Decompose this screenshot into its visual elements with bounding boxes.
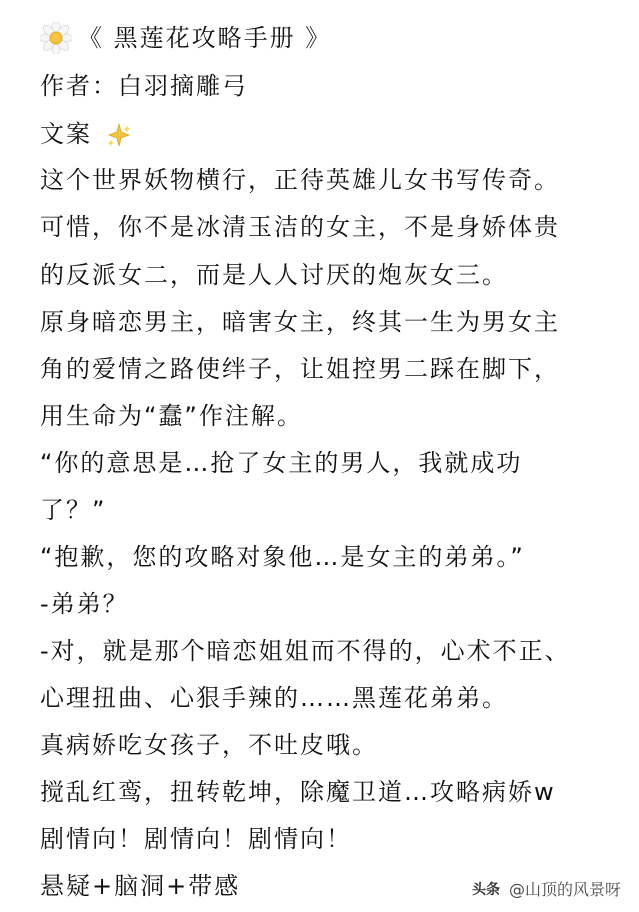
body-line: -弟弟？ <box>40 590 129 618</box>
body-line: -对，就是那个暗恋姐姐而不得的，心术不正、 <box>40 637 571 665</box>
body-line: 真病娇吃女孩子，不吐皮哦。 <box>40 731 378 759</box>
document-title: 《 黑莲花攻略手册 》 <box>78 24 332 52</box>
body-line: 用生命为“蠢”作注解。 <box>40 402 303 430</box>
flower-icon <box>40 22 72 54</box>
section-heading <box>40 116 627 152</box>
body-line: 了？” <box>40 496 107 524</box>
body-line: 可惜，你不是冰清玉洁的女主，不是身娇体贵 <box>40 213 560 241</box>
body-line: 剧情向！剧情向！剧情向！ <box>40 825 352 853</box>
sparkle-icon <box>106 122 132 148</box>
body-line: 心理扭曲、心狠手辣的……黑莲花弟弟。 <box>40 684 508 712</box>
body-line: 角的爱情之路使绊子，让姐控男二踩在脚下， <box>40 355 560 383</box>
body-line: 的反派女二，而是人人讨厌的炮灰女三。 <box>40 261 508 289</box>
body-line: 搅乱红鸾，扭转乾坤，除魔卫道…攻略病娇w <box>40 778 556 806</box>
body-line: 悬疑+脑洞+带感 <box>40 872 241 900</box>
body-line: “你的意思是…抢了女主的男人，我就成功 <box>40 449 523 477</box>
watermark <box>469 880 621 900</box>
body-line: 原身暗恋男主，暗害女主，终其一生为男女主 <box>40 308 560 336</box>
title-row <box>40 20 627 56</box>
section-label: 文案 <box>40 120 92 148</box>
toutiao-logo: 头条 <box>471 882 500 898</box>
watermark-handle: @山顶的风景呀 <box>508 880 621 899</box>
body-line: 这个世界妖物横行，正待英雄儿女书写传奇。 <box>40 166 560 194</box>
author-line: 作者：白羽摘雕弓 <box>40 72 248 100</box>
body-line: “抱歉，您的攻略对象他…是女主的弟弟。” <box>40 543 525 571</box>
